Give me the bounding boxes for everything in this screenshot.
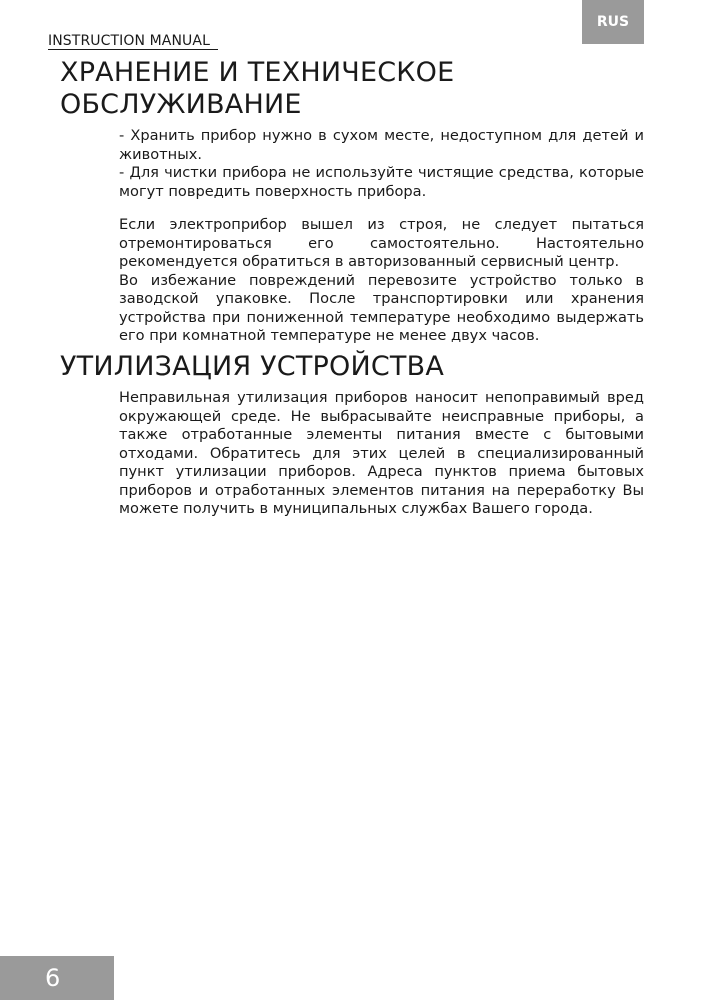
running-head: INSTRUCTION MANUAL [48,33,210,49]
repair-text-block [119,216,644,346]
repair-paragraph-transport: Во избежание повреждений перевозите устройство только в заводской упаковке. После транспортировки или хранения устройства при пониженной температуре необходимо выдержать его при комнатной температуре не менее двух часов. [119,271,644,344]
storage-paragraph-cleaning: - Для чистки прибора не используйте чистящие средства, которые могут повредить поверхность прибора. [119,164,644,200]
disposal-paragraph: Неправильная утилизация приборов наносит непоправимый вред окружающей среде. Не выбрасывайте неисправные приборы, а также отработанные элементы питания вместе с бытовыми отходами. Обратитесь для этих целей в специализированный пункт утилизации приборов. Адреса пунктов приема бытовых приборов и отработанных элементов питания на переработку Вы можете получить в муниципальных службах Вашего города. [119,389,644,517]
language-tab: RUS [582,0,644,44]
running-head-underline [48,49,218,50]
disposal-text-block [119,389,644,519]
storage-text-block [119,127,644,201]
repair-paragraph-service-center: Если электроприбор вышел из строя, не следует пытаться отремонтироваться его самостоятельно. Настоятельно рекомендуется обратиться в авторизованный сервисный центр. [119,216,644,270]
storage-paragraph-dry-place: - Хранить прибор нужно в сухом месте, недоступном для детей и животных. [119,127,644,163]
page-number: 6 [0,956,114,1000]
section-title-storage: ХРАНЕНИЕ И ТЕХНИЧЕСКОЕ ОБСЛУЖИВАНИЕ [60,57,455,120]
section-title-disposal: УТИЛИЗАЦИЯ УСТРОЙСТВА [60,351,444,382]
